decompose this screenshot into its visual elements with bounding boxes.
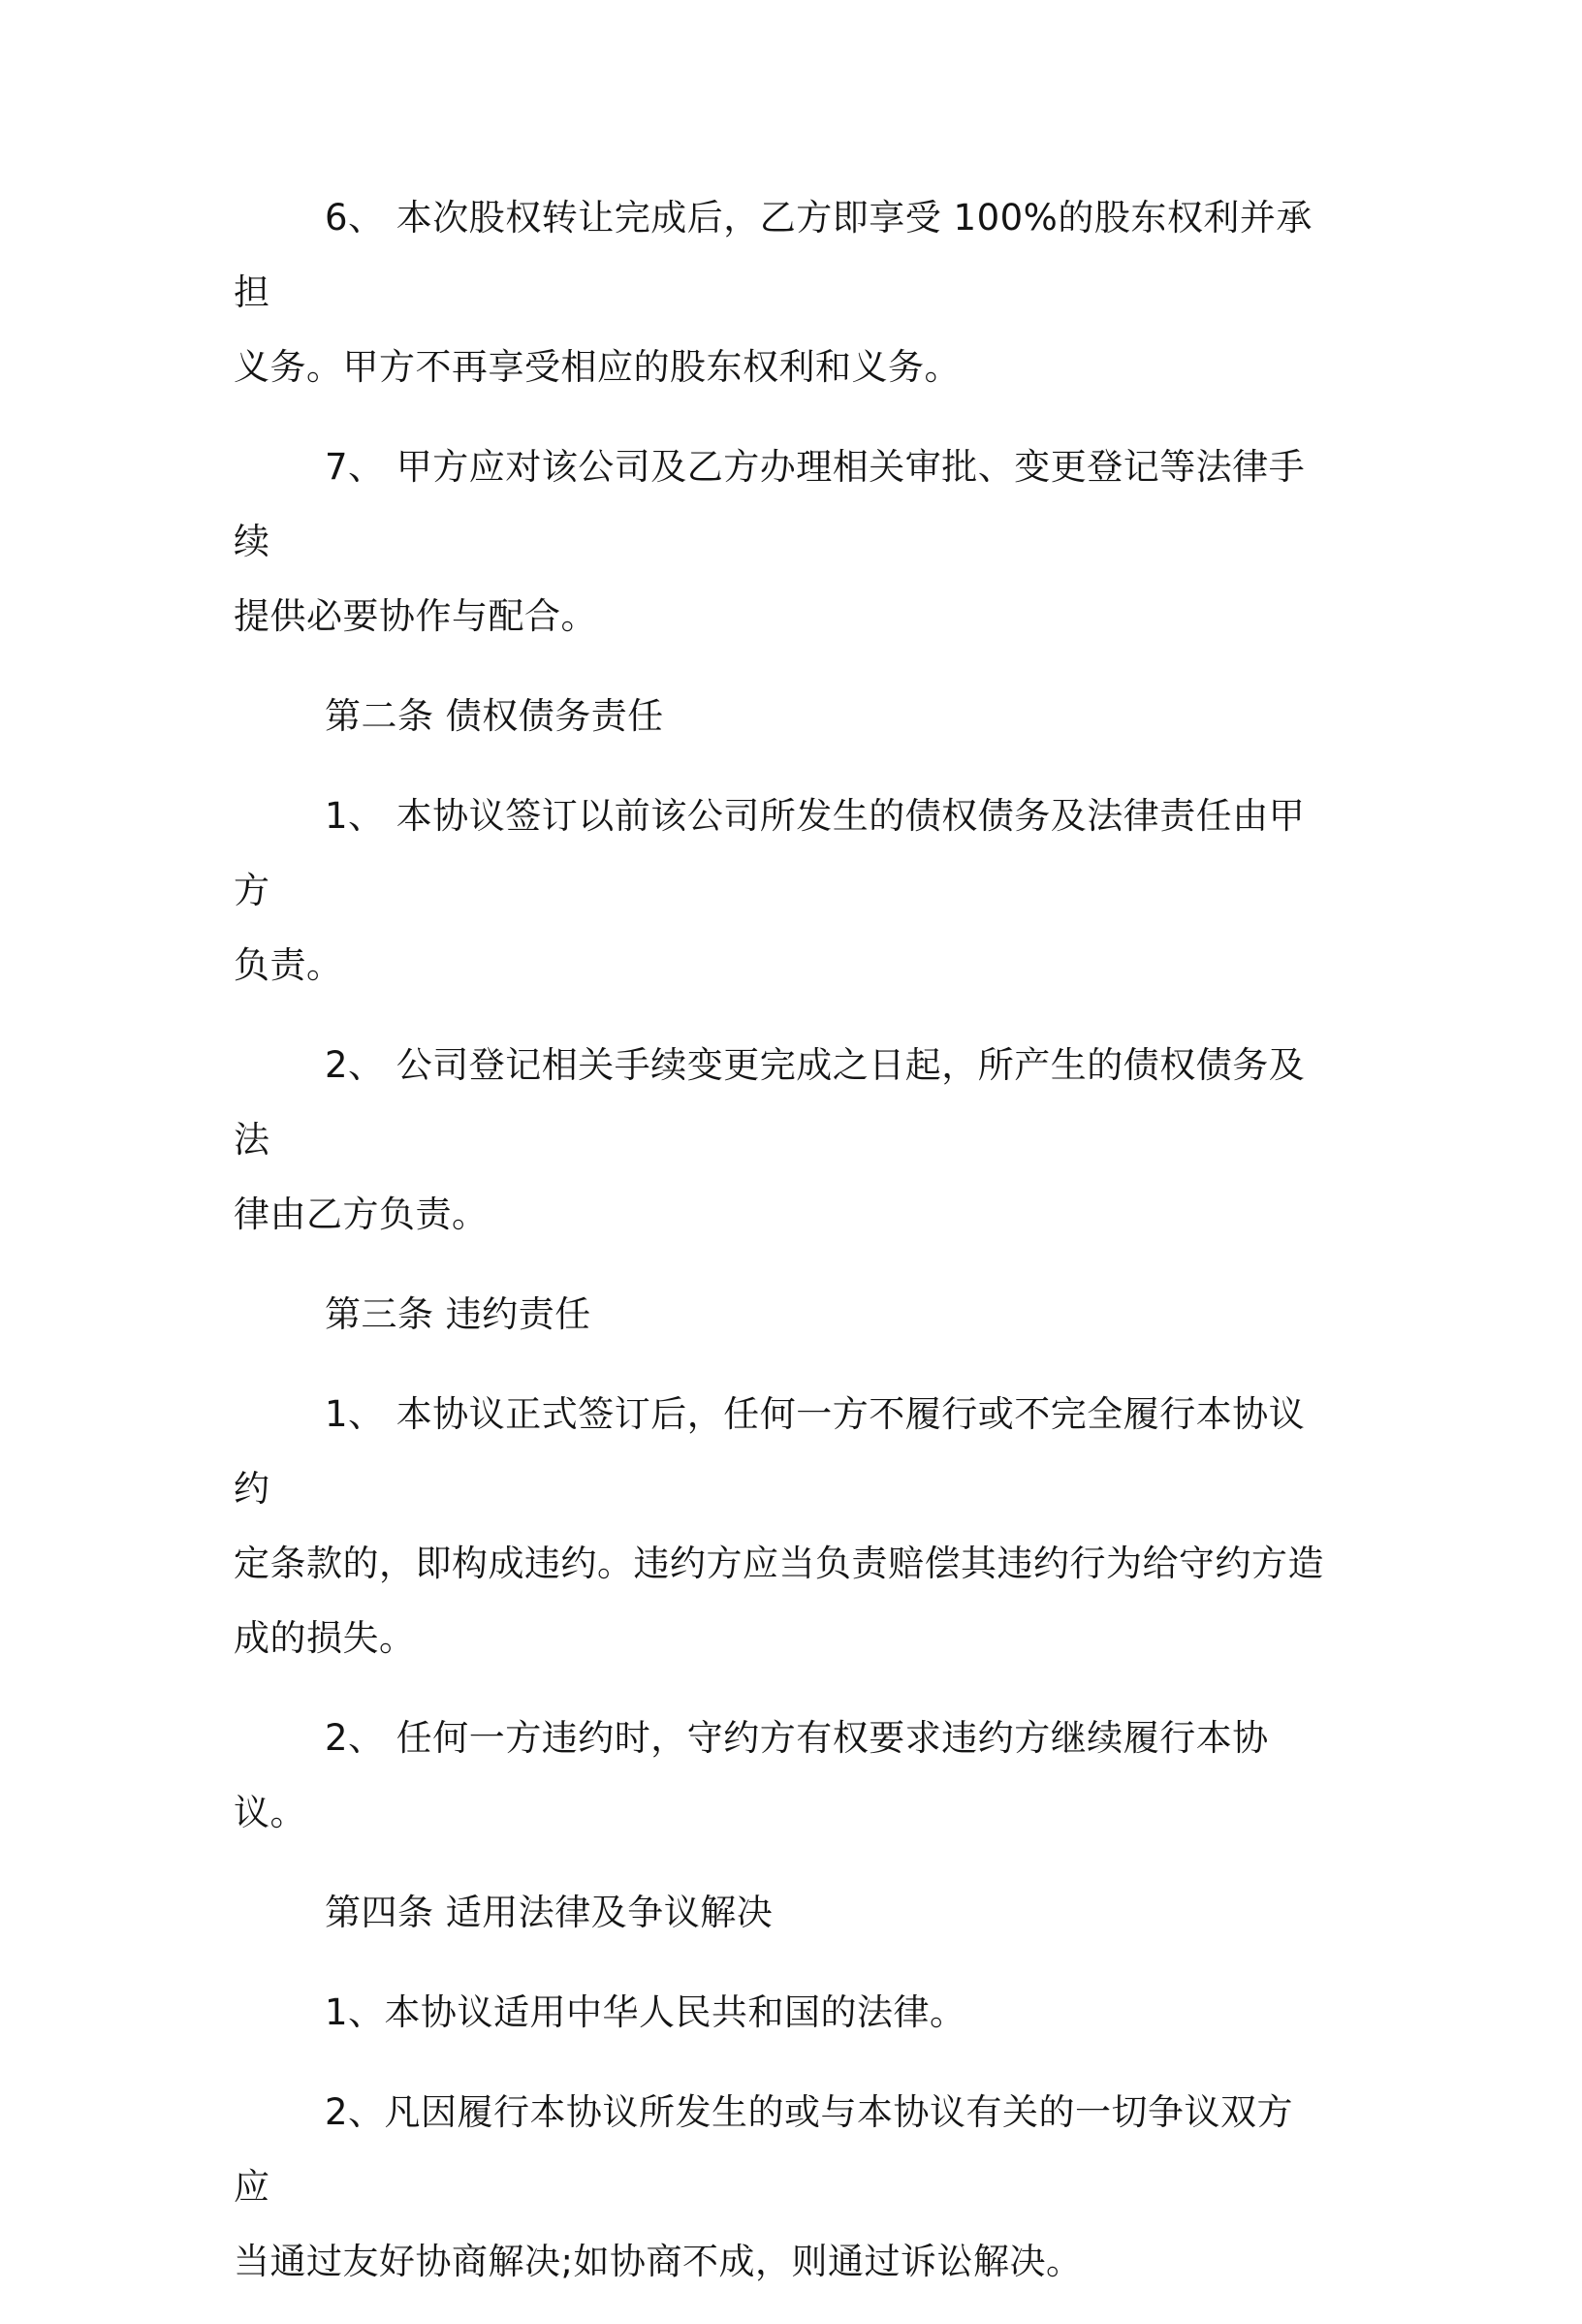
article-3-item-1 [234, 1377, 1329, 1675]
text-line: 当通过友好协商解决;如协商不成，则通过诉讼解决。 [234, 2241, 1083, 2282]
article-4-item-1 [234, 1975, 1329, 2050]
clause-item-7 [234, 430, 1329, 653]
text-line: 负责。 [234, 944, 343, 986]
text-line: 1、 本协议签订以前该公司所发生的债权债务及法律责任由甲方 [234, 795, 1306, 911]
article-heading-2 [234, 679, 1329, 753]
heading-text: 第四条 适用法律及争议解决 [325, 1892, 774, 1933]
text-line: 1、本协议适用中华人民共和国的法律。 [325, 1991, 966, 2033]
text-line: 义务。甲方不再享受相应的股东权利和义务。 [234, 346, 961, 388]
text-line: 1、 本协议正式签订后，任何一方不履行或不完全履行本协议约 [234, 1393, 1306, 1510]
article-heading-3 [234, 1277, 1329, 1352]
text-line: 7、 甲方应对该公司及乙方办理相关审批、变更登记等法律手续 [234, 446, 1306, 562]
text-line: 律由乙方负责。 [234, 1194, 489, 1235]
article-4-item-2 [234, 2075, 1329, 2299]
heading-text: 第二条 债权债务责任 [325, 695, 664, 737]
text-line: 2、 任何一方违约时，守约方有权要求违约方继续履行本协议。 [234, 1717, 1269, 1833]
text-line: 定条款的，即构成违约。违约方应当负责赔偿其违约行为给守约方造 [234, 1543, 1324, 1584]
document-body [234, 180, 1329, 2324]
heading-text: 第三条 违约责任 [325, 1293, 591, 1335]
text-line: 6、 本次股权转让完成后，乙方即享受 100%的股东权利并承担 [234, 197, 1313, 313]
article-2-item-1 [234, 779, 1329, 1003]
text-line: 提供必要协作与配合。 [234, 595, 597, 637]
article-3-item-2 [234, 1701, 1329, 1850]
text-line: 成的损失。 [234, 1617, 416, 1659]
article-heading-4 [234, 1875, 1329, 1950]
clause-item-6 [234, 180, 1329, 404]
article-2-item-2 [234, 1028, 1329, 1252]
text-line: 2、凡因履行本协议所发生的或与本协议有关的一切争议双方应 [234, 2091, 1294, 2208]
text-line: 2、 公司登记相关手续变更完成之日起，所产生的债权债务及法 [234, 1044, 1306, 1161]
